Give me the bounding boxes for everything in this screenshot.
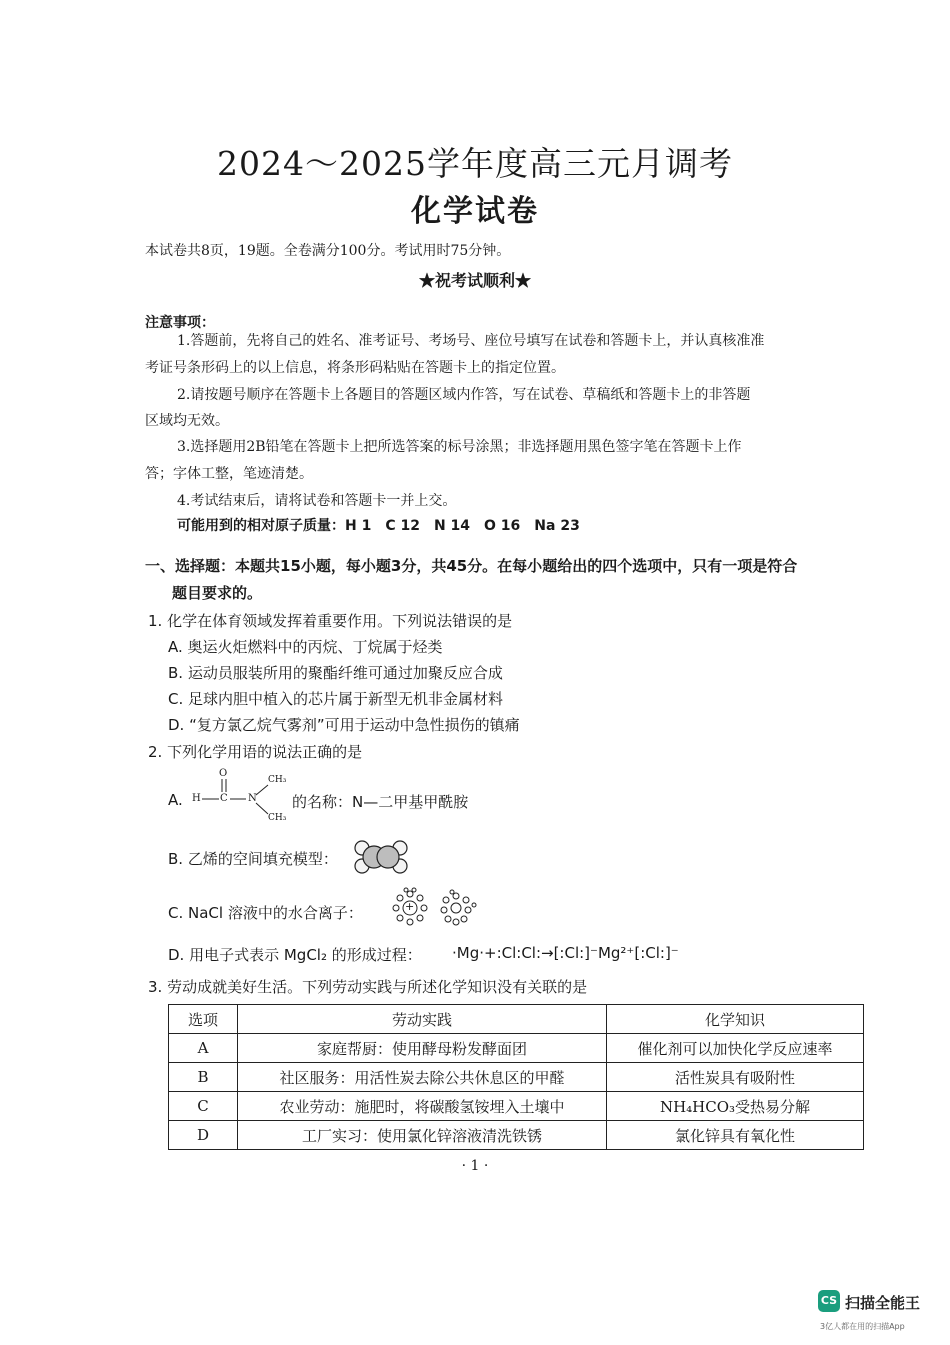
table-row	[169, 1063, 864, 1092]
table-row	[169, 1092, 864, 1121]
q3-answer-table	[168, 1004, 864, 1150]
q2-option-d-text: D. 用电子式表示 MgCl₂ 的形成过程：	[168, 946, 422, 964]
section-1-line-1: 一、选择题：本题共15小题，每小题3分，共45分。在每小题给出的四个选项中，只有一项是符合	[145, 557, 798, 575]
page-number: · 1 ·	[461, 1158, 489, 1174]
table-cell-practice: 农业劳动：施肥时，将碳酸氢铵埋入土壤中	[238, 1092, 607, 1121]
camscanner-tagline: 3亿人都在用的扫描App	[820, 1322, 905, 1331]
section-1-line-2: 题目要求的。	[172, 584, 263, 602]
table-header-option: 选项	[169, 1005, 238, 1034]
notice-item-3-line-1: 3.选择题用2B铅笔在答题卡上把所选答案的标号涂黑；非选择题用黑色签字笔在答题卡上作	[177, 439, 742, 455]
exam-info: 本试卷共8页，19题。全卷满分100分。考试用时75分钟。	[145, 243, 511, 259]
table-cell-option: B	[169, 1063, 238, 1092]
table-cell-practice: 家庭帮厨：使用酵母粉发酵面团	[238, 1034, 607, 1063]
dimethylformamide-structure	[188, 766, 292, 828]
camscanner-brand: 扫描全能王	[845, 1294, 921, 1312]
table-row	[169, 1034, 864, 1063]
table-cell-knowledge: 活性炭具有吸附性	[607, 1063, 864, 1092]
notice-item-3-line-2: 答；字体工整，笔迹清楚。	[145, 466, 313, 482]
struct-o: O	[219, 768, 228, 779]
table-cell-practice: 社区服务：用活性炭去除公共休息区的甲醛	[238, 1063, 607, 1092]
notice-item-4: 4.考试结束后，请将试卷和答题卡一并上交。	[177, 493, 457, 509]
q2-option-a-prefix: A.	[168, 791, 183, 809]
table-header-practice: 劳动实践	[238, 1005, 607, 1034]
notice-item-1-line-2: 考证号条形码上的以上信息，将条形码粘贴在答题卡上的指定位置。	[145, 360, 565, 376]
struct-ch3-top: CH₃	[268, 775, 287, 785]
struct-n: N	[248, 793, 257, 804]
struct-c: C	[220, 793, 228, 804]
notice-item-2-line-1: 2.请按题号顺序在答题卡上各题目的答题区域内作答，写在试卷、草稿纸和答题卡上的非答题	[177, 387, 751, 403]
exam-title: 2024～2025学年度高三元月调考	[217, 144, 733, 183]
q2-option-d-formula: ·Mg·+:Cl:Cl:→[:Cl:]⁻Mg²⁺[:Cl:]⁻	[452, 944, 679, 962]
exam-subtitle: 化学试卷	[411, 194, 539, 229]
table-cell-option: C	[169, 1092, 238, 1121]
table-cell-knowledge: 催化剂可以加快化学反应速率	[607, 1034, 864, 1063]
table-cell-knowledge: NH₄HCO₃受热易分解	[607, 1092, 864, 1121]
struct-h: H	[192, 793, 201, 804]
q2-option-a-text: 的名称：N—二甲基甲酰胺	[292, 793, 469, 811]
q3-stem: 3. 劳动成就美好生活。下列劳动实践与所述化学知识没有关联的是	[148, 978, 588, 996]
q1-option-b: B. 运动员服装所用的聚酯纤维可通过加聚反应合成	[168, 664, 503, 682]
table-header-knowledge: 化学知识	[607, 1005, 864, 1034]
q1-stem: 1. 化学在体育领域发挥着重要作用。下列说法错误的是	[148, 612, 513, 630]
table-cell-practice: 工厂实习：使用氯化锌溶液清洗铁锈	[238, 1121, 607, 1150]
q1-option-a: A. 奥运火炬燃料中的丙烷、丁烷属于烃类	[168, 638, 443, 656]
notice-item-1-line-1: 1.答题前，先将自己的姓名、准考证号、考场号、座位号填写在试卷和答题卡上，并认真核准准	[177, 333, 765, 349]
table-cell-option: D	[169, 1121, 238, 1150]
q1-option-c: C. 足球内胆中植入的芯片属于新型无机非金属材料	[168, 690, 504, 708]
notice-item-2-line-2: 区域均无效。	[145, 413, 229, 429]
q1-option-d: D. “复方氯乙烷气雾剂”可用于运动中急性损伤的镇痛	[168, 716, 520, 734]
camscanner-logo-icon: CS	[818, 1290, 840, 1312]
hydrated-ions-icon	[386, 886, 486, 930]
table-cell-knowledge: 氯化锌具有氧化性	[607, 1121, 864, 1150]
q2-option-c: C. NaCl 溶液中的水合离子：	[168, 904, 363, 922]
q2-stem: 2. 下列化学用语的说法正确的是	[148, 743, 363, 761]
table-cell-option: A	[169, 1034, 238, 1063]
struct-ch3-bottom: CH₃	[268, 813, 287, 823]
table-row	[169, 1121, 864, 1150]
notice-heading: 注意事项：	[145, 315, 215, 331]
ethylene-space-filling-icon	[352, 840, 412, 874]
table-header-row	[169, 1005, 864, 1034]
cation-plus-sign: +	[405, 900, 415, 913]
q2-option-b: B. 乙烯的空间填充模型：	[168, 850, 338, 868]
exam-wish: ★祝考试顺利★	[418, 271, 531, 290]
atomic-mass-line: 可能用到的相对原子质量：H 1 C 12 N 14 O 16 Na 23	[177, 518, 580, 534]
